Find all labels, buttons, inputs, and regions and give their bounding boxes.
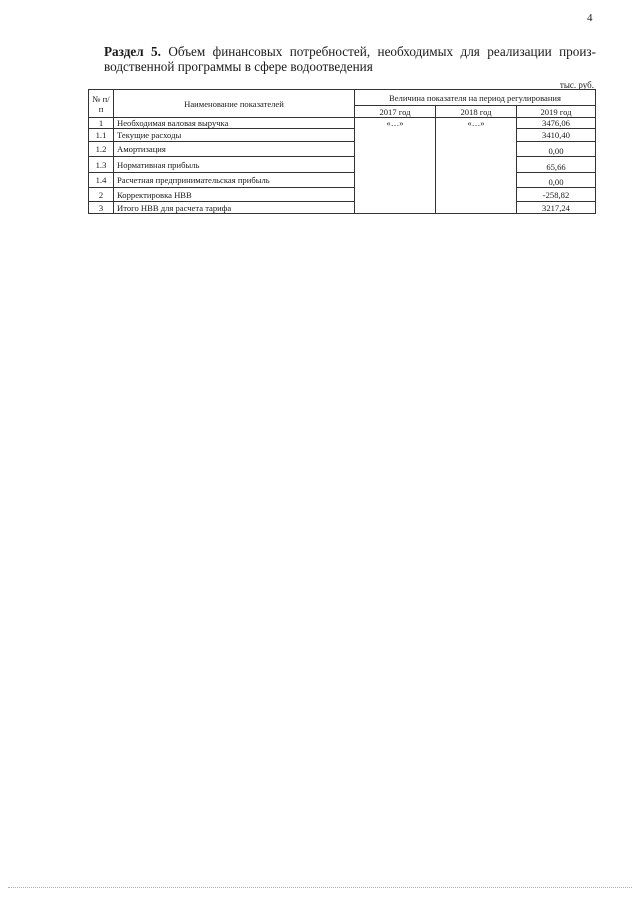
- value-2017: «…»: [355, 118, 436, 214]
- value-2019: 65,66: [517, 157, 596, 173]
- value-2019: 0,00: [517, 173, 596, 188]
- units-label: тыс. руб.: [559, 80, 594, 90]
- col-header-year-2019: 2019 год: [517, 106, 596, 118]
- row-name: Необходимая валовая выручка: [114, 118, 355, 129]
- page-bottom-divider: [8, 887, 632, 888]
- row-number: 1: [89, 118, 114, 129]
- heading-line-1: [104, 44, 596, 59]
- section-label: Раздел 5.: [104, 44, 161, 59]
- row-name: Амортизация: [114, 142, 355, 157]
- row-name: Текущие расходы: [114, 129, 355, 142]
- heading-line-1-text: Объем финансовых потребностей, необходимых для реализации произ-: [160, 44, 597, 59]
- table-row: [89, 118, 596, 129]
- col-header-name: Наименование показателей: [114, 90, 355, 118]
- table-row: [89, 202, 596, 214]
- row-number: 1.4: [89, 173, 114, 188]
- table-row: [89, 142, 596, 157]
- value-2019: 3217,24: [517, 202, 596, 214]
- table-row: [89, 188, 596, 202]
- value-2019: 3476,06: [517, 118, 596, 129]
- table-row: [89, 173, 596, 188]
- col-header-year-2018: 2018 год: [436, 106, 517, 118]
- col-header-period: Величина показателя на период регулирования: [355, 90, 596, 106]
- row-number: 1.1: [89, 129, 114, 142]
- col-header-year-2017: 2017 год: [355, 106, 436, 118]
- row-name: Нормативная прибыль: [114, 157, 355, 173]
- section-heading: [104, 44, 596, 74]
- value-2018: «…»: [436, 118, 517, 214]
- row-number: 1.2: [89, 142, 114, 157]
- row-name: Расчетная предпринимательская прибыль: [114, 173, 355, 188]
- row-number: 1.3: [89, 157, 114, 173]
- table-row: [89, 157, 596, 173]
- col-header-number: № п/п: [89, 90, 114, 118]
- value-2019: 3410,40: [517, 129, 596, 142]
- row-number: 2: [89, 188, 114, 202]
- value-2019: -258,82: [517, 188, 596, 202]
- heading-line-2: водственной программы в сфере водоотведения: [104, 59, 373, 74]
- value-2019: 0,00: [517, 142, 596, 157]
- row-name: Итого НВВ для расчета тарифа: [114, 202, 355, 214]
- table-row: [89, 129, 596, 142]
- row-name: Корректировка НВВ: [114, 188, 355, 202]
- page-number: 4: [587, 12, 593, 24]
- financial-needs-table: [88, 89, 596, 214]
- row-number: 3: [89, 202, 114, 214]
